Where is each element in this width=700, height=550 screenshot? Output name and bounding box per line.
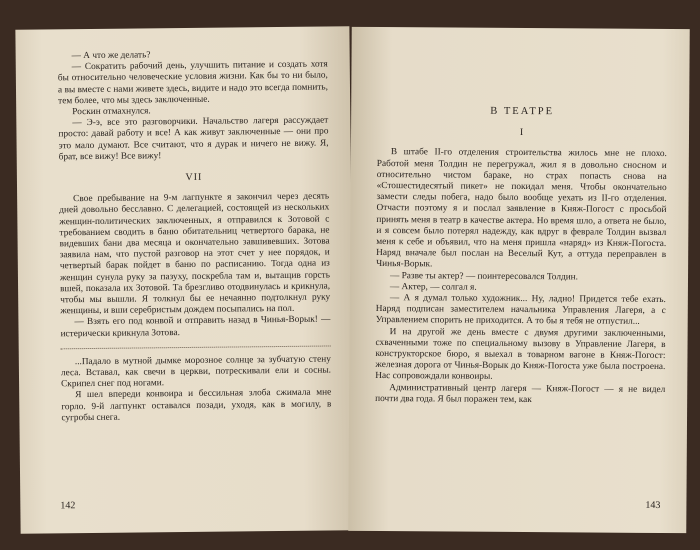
left-block-b xyxy=(59,192,331,340)
chapter-number: I xyxy=(519,127,525,139)
paragraph: Я шел впереди конвоира и бессильная злоба сжимала мне горло. 9-й лагпункт оставался позади, уходя, как в могилу, в сугробы снега. xyxy=(61,387,332,424)
right-page-text xyxy=(375,105,667,407)
paragraph: — Актер, — солгал я. xyxy=(389,281,477,293)
chapter-number: VII xyxy=(185,171,203,184)
open-book xyxy=(18,28,682,538)
paragraph: — Э-э, все это разговорчики. Начальство лагеря рассуждает просто: давай работу и все! А как живут заключенные — они про это мало думают. Все считают, что я дурак и ничего не вижу. Я, брат, все вижу! Все вижу! xyxy=(58,115,329,163)
left-page-text xyxy=(58,48,332,424)
paragraph: — А я думал только художник... Ну, ладно! Придется тебе ехать. Наряд подписан заместителем начальника Управления Лагеря, а с Управлением спорить не приходится. А то бы я тебя не отпустил... xyxy=(375,293,666,328)
left-block-c xyxy=(61,354,332,424)
left-block-a xyxy=(58,48,329,163)
section-divider xyxy=(61,345,331,349)
paragraph: И на другой же день вместе с двумя другими заключенными, схваченными тоже по специальному вызову в Управление Лагеря, в конструкторское бюро, я выехал в товарном вагоне в Княж-Погост: железная дорога от Чинья-Ворык до Княж-Погоста уже была построена. Нас сопровождали конвоиры. xyxy=(375,326,666,383)
paragraph: ...Падало в мутной дымке морозное солнце за зубчатую стену леса. Вставал, как свечи в церкви, потрескивали ели и сосны. Скрипел снег под ногами. xyxy=(60,354,332,390)
paragraph: — А что же делать? xyxy=(71,50,151,62)
page-number: 142 xyxy=(60,500,76,512)
paragraph: Свое пребывание на 9-м лагпункте я закончил через десять дней довольно бесславно. С делегацией, состоящей из нескольких женщин-политических заключенных, я отправился к Зотовой с требованием сводить в баню обитательниц четвертого барака, не видевших бани два месяца и окончательно завшивевших. Зотова заявила нам, что пустой разговор на этот счет у нее порядок, и четвертый барак пойдет в баню по расписанию. Тогда одна из женщин сунула руку за пазуху, поскребла там и, вытащив горсть вшей, показала их Зотовой. Та брезгливо отодвинулась и крикнула, чтобы мы вышли. Я толкнул бы ее нечаянно подтолкнул руку женщины, и вши серебристым дождем посыпались на пол. xyxy=(59,191,331,317)
page-number: 143 xyxy=(645,499,661,511)
paragraph: — Разве ты актер? — поинтересовался Толдин. xyxy=(389,270,579,283)
paragraph: Административный центр лагеря — Княж-Погост — я не видел почти два года. Я был поражен тем, как xyxy=(375,382,666,405)
left-page xyxy=(15,26,354,533)
paragraph: В штабе II-го отделения строительства жилось мне не плохо. Работой меня Толдин не перегружал, жил я в довольно сносном и относительно чистом бараке, но страх попасть снова на «Стошестидесятый пикет» не покидал меня. Чтобы окончательно замести следы побега, надо было вообще уехать из II-го отделения. Отчасти поэтому я и послал заявление в Княж-Погост с просьбой принять меня в театр в качестве актера. Но время шло, а ответа не было, и я совсем было потерял надежду, как вдруг в феврале Толдин вызвал меня к себе и объявил, что на меня пришла «наряд» из Княж-Погоста. Наряд вначале был послан на Веселый Кут, а оттуда переправлен в Чинья-Ворык. xyxy=(376,147,667,270)
right-page xyxy=(348,27,690,533)
paragraph: — Взять его под конвой и отправить назад в Чинья-Ворык! — истерически крикнула Зотова. xyxy=(60,314,331,339)
paragraph: — Сократить рабочий день, улучшить питание и создать хотя бы относительно человеческие условия жизни. Как бы то ни было, а вы вместе с нами живете здесь, видите и надо это всегда помнить, тем более, что мы здесь заключенные. xyxy=(57,59,329,107)
paragraph: Роскин отмахнулся. xyxy=(72,106,151,118)
section-title: В ТЕАТРЕ xyxy=(490,105,555,118)
